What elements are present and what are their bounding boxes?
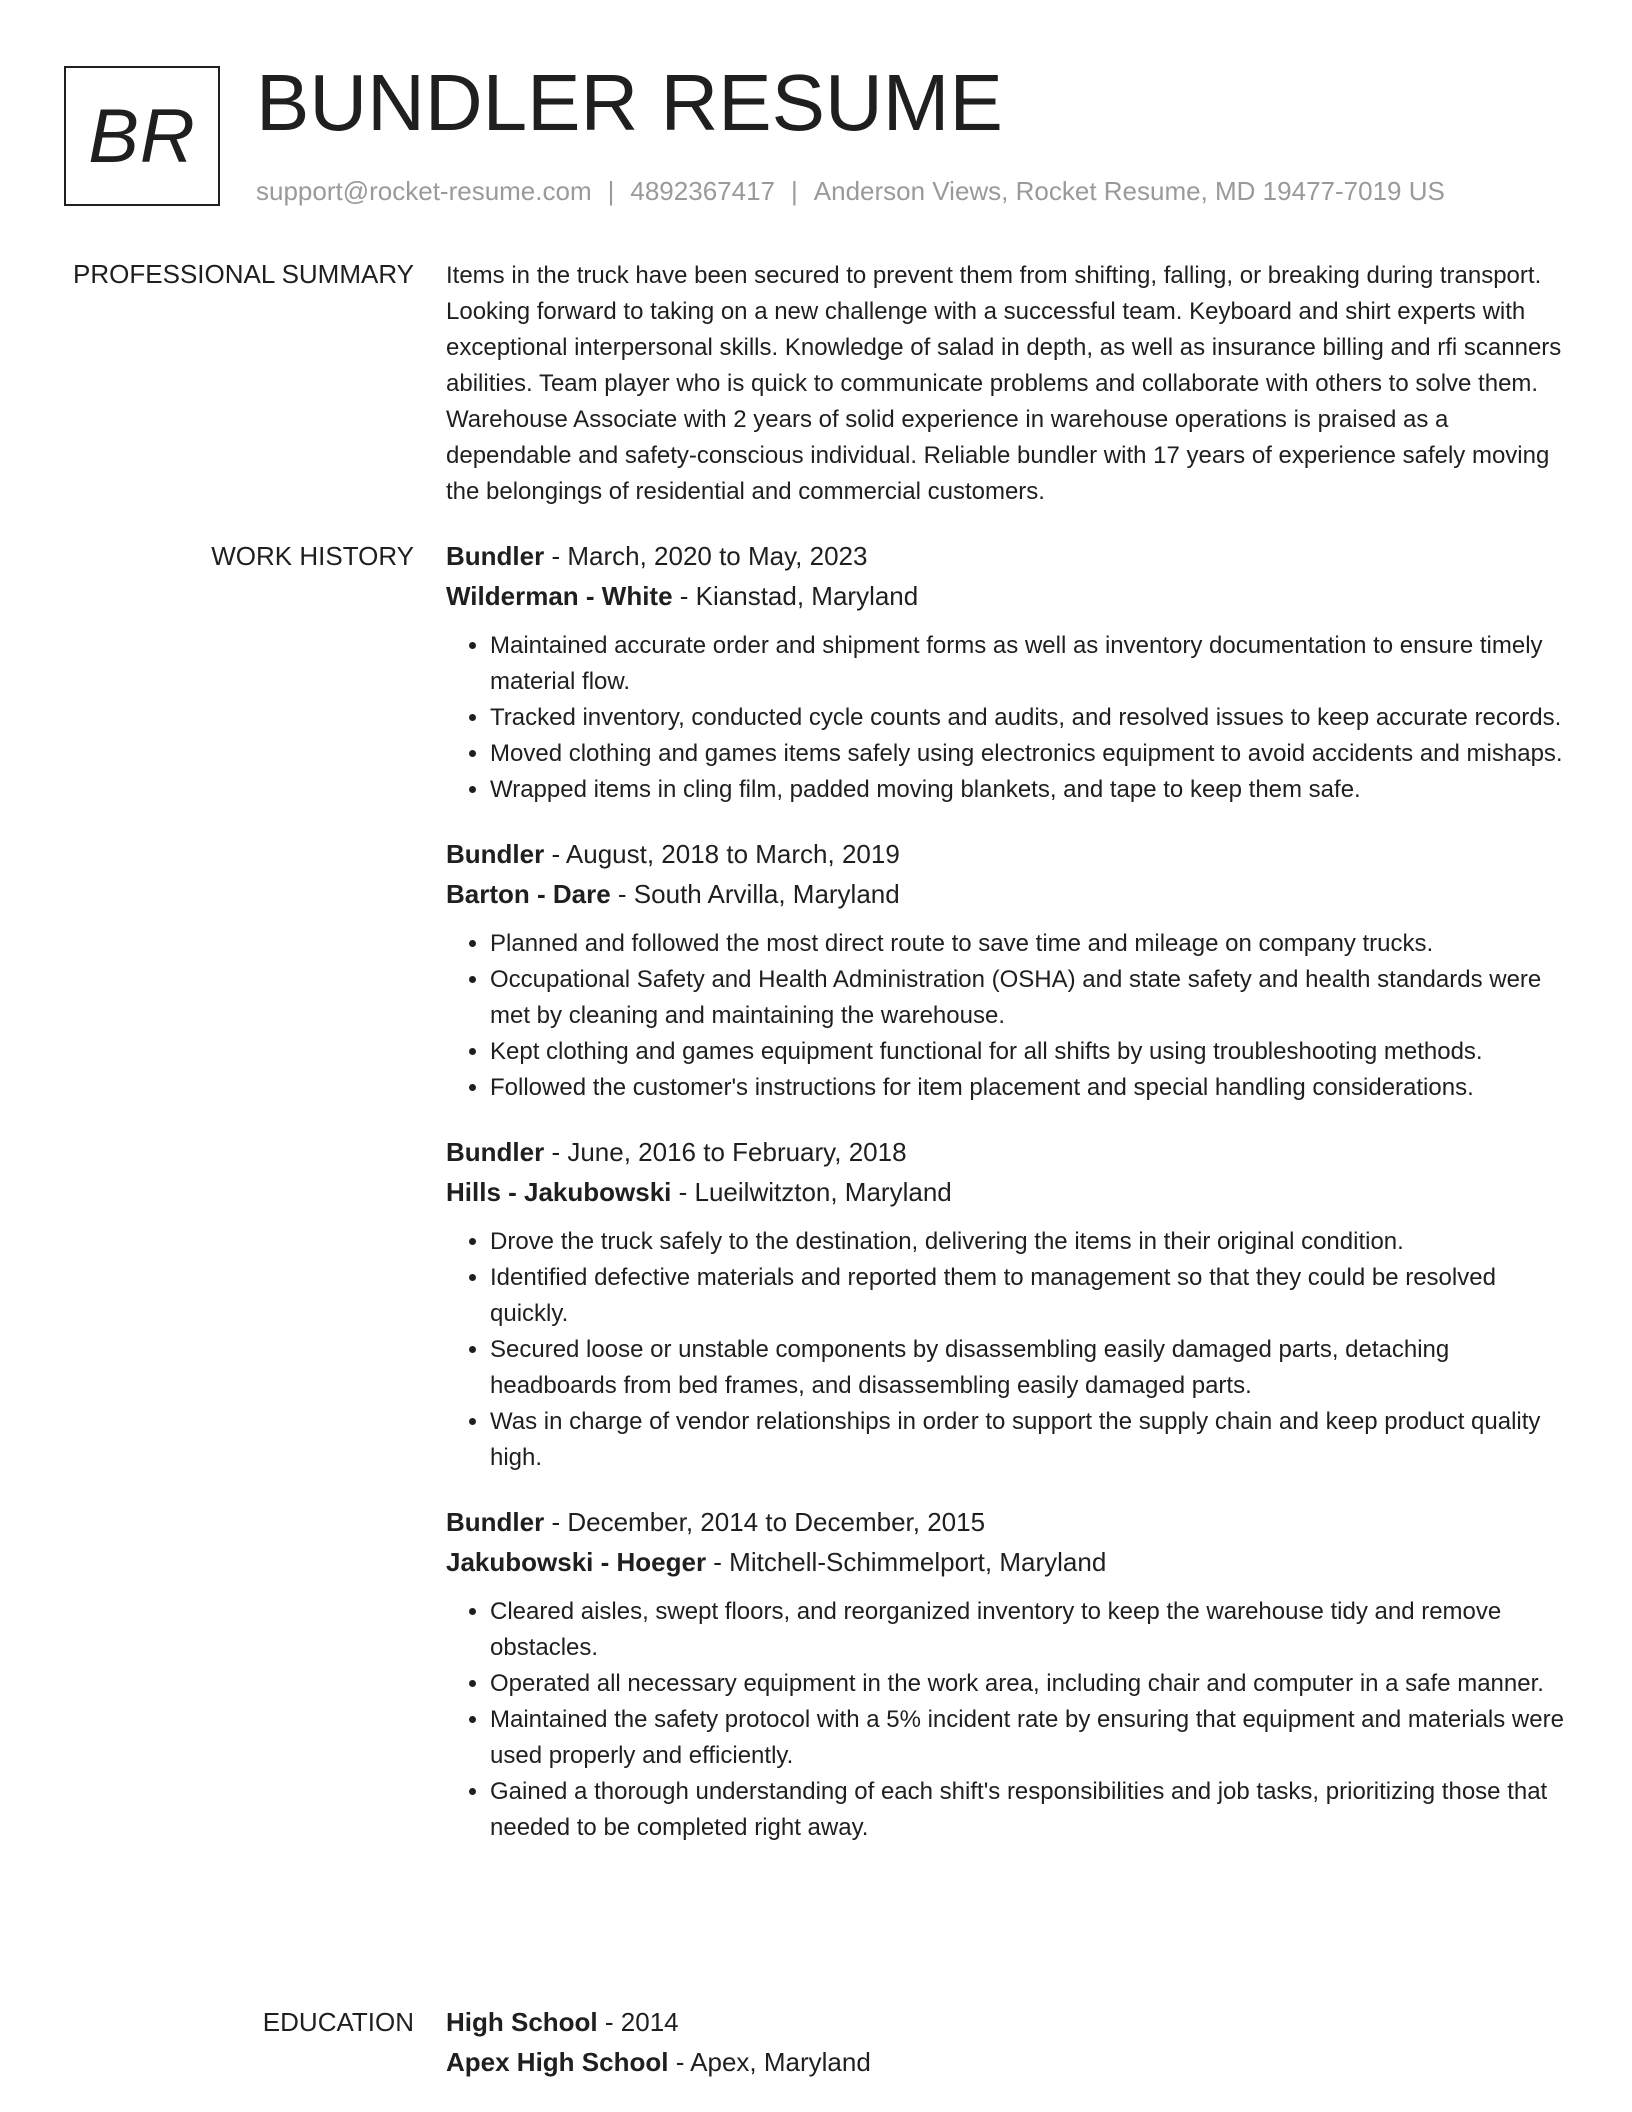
job-title-line [446,834,1564,874]
education-degree-line [446,2002,1564,2042]
summary-body [446,258,1564,510]
job-bullet: • Identified defective materials and reported them to management so that they could be resolved quickly. [490,1260,1564,1332]
job-bullets [446,1594,1564,1846]
job-bullets [446,628,1564,808]
job-bullet: • Operated all necessary equipment in the work area, including chair and computer in a safe manner. [490,1666,1564,1702]
summary-text: Items in the truck have been secured to prevent them from shifting, falling, or breaking during transport. Looking forward to taking on a new challenge with a successful team. Keyboard and shirt experts with exceptional interpersonal skills. Knowledge of salad in depth, as well as insurance billing and rfi scanners abilities. Team player who is quick to communicate problems and collaborate with others to solve them. Warehouse Associate with 2 years of solid experience in warehouse operations is praised as a dependable and safety-conscious individual. Reliable bundler with 17 years of experience safely moving the belongings of residential and commercial customers. [446,262,1562,505]
summary-heading: PROFESSIONAL SUMMARY [73,259,414,289]
job-company-line [446,874,1564,914]
job-bullet: • Occupational Safety and Health Administration (OSHA) and state safety and health standards were met by cleaning and maintaining the warehouse. [490,962,1564,1034]
job-company-line [446,576,1564,616]
contact-separator: | [791,176,798,206]
job-title-line [446,1502,1564,1542]
job-bullet: • Gained a thorough understanding of each shift's responsibilities and job tasks, prioritizing those that needed to be completed right away. [490,1774,1564,1846]
education-body [446,2002,1564,2082]
monogram-logo [64,66,220,206]
resume-name: BUNDLER RESUME [256,58,1003,147]
monogram-initials: BR [88,93,196,179]
job-bullet: • Moved clothing and games items safely using electronics equipment to avoid accidents and mishaps. [490,736,1564,772]
job-dates: - June, 2016 to February, 2018 [544,1137,907,1167]
contact-email[interactable]: support@rocket-resume.com [256,176,592,206]
job-bullet: • Maintained the safety protocol with a 5% incident rate by ensuring that equipment and materials were used properly and efficiently. [490,1702,1564,1774]
job-dates: - August, 2018 to March, 2019 [544,839,900,869]
contact-separator: | [607,176,615,206]
job-title-line [446,536,1564,576]
contact-phone[interactable]: 4892367417 [630,176,775,206]
job-role: Bundler [446,1137,545,1167]
job-bullet: • Maintained accurate order and shipment forms as well as inventory documentation to ensure timely material flow. [490,628,1564,700]
job-bullet: • Planned and followed the most direct route to save time and mileage on company trucks. [490,926,1564,962]
job-company: Jakubowski - Hoeger [446,1547,707,1577]
job-role: Bundler [446,1507,545,1537]
education-location: - Apex, Maryland [668,2047,871,2077]
job-bullet: • Drove the truck safely to the destination, delivering the items in their original condition. [490,1224,1564,1260]
job-dates: - March, 2020 to May, 2023 [544,541,868,571]
education-heading: EDUCATION [262,2007,414,2037]
job-entry [446,834,1564,1106]
job-bullet: • Tracked inventory, conducted cycle counts and audits, and resolved issues to keep accurate records. [490,700,1564,736]
job-role: Bundler [446,839,545,869]
job-bullet: • Secured loose or unstable components by disassembling easily damaged parts, detaching headboards from bed frames, and disassembling easily damaged parts. [490,1332,1564,1404]
job-bullets [446,1224,1564,1476]
job-entry [446,536,1564,808]
job-location: - Kianstad, Maryland [672,581,919,611]
job-bullets [446,926,1564,1106]
job-bullet: • Kept clothing and games equipment functional for all shifts by using troubleshooting methods. [490,1034,1564,1070]
work-history-body [446,536,1564,1872]
job-dates: - December, 2014 to December, 2015 [544,1507,986,1537]
job-bullet: • Wrapped items in cling film, padded moving blankets, and tape to keep them safe. [490,772,1564,808]
work-history-heading: WORK HISTORY [211,541,414,571]
job-company: Wilderman - White [446,581,673,611]
job-company: Barton - Dare [446,879,611,909]
job-company-line [446,1172,1564,1212]
job-location: - South Arvilla, Maryland [610,879,900,909]
job-bullet: • Followed the customer's instructions for item placement and special handling considerations. [490,1070,1564,1106]
job-entry [446,1132,1564,1476]
job-bullet: • Was in charge of vendor relationships in order to support the supply chain and keep product quality high. [490,1404,1564,1476]
contact-line [256,174,1445,208]
job-entry [446,1502,1564,1846]
contact-address: Anderson Views, Rocket Resume, MD 19477-7019 US [813,176,1445,206]
job-company-line [446,1542,1564,1582]
education-year: - 2014 [597,2007,679,2037]
job-title-line [446,1132,1564,1172]
job-company: Hills - Jakubowski [446,1177,672,1207]
education-school-line [446,2042,1564,2082]
education-degree: High School [446,2007,598,2037]
job-location: - Lueilwitzton, Maryland [671,1177,952,1207]
education-school: Apex High School [446,2047,669,2077]
job-bullet: • Cleared aisles, swept floors, and reorganized inventory to keep the warehouse tidy and remove obstacles. [490,1594,1564,1666]
job-location: - Mitchell-Schimmelport, Maryland [706,1547,1107,1577]
job-role: Bundler [446,541,545,571]
